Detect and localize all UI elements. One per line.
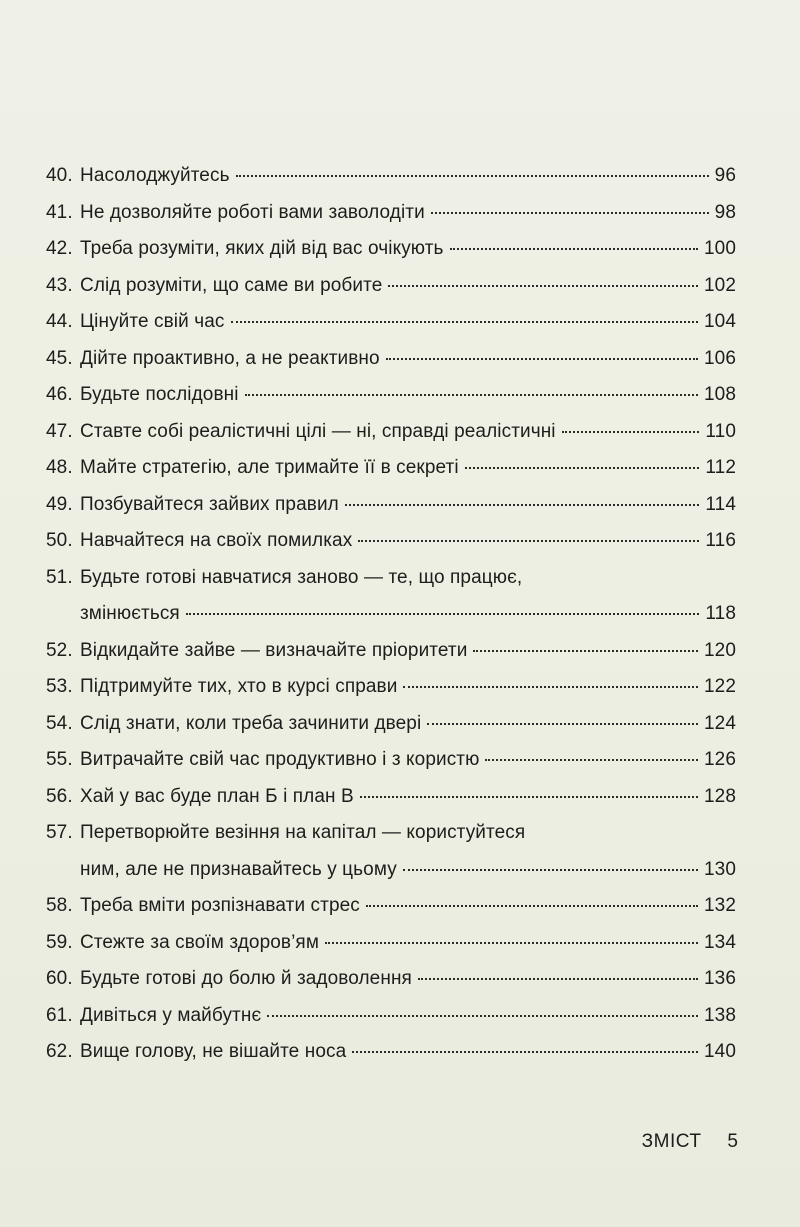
toc-entry-line (46, 815, 736, 852)
dot-leader (403, 686, 698, 688)
toc-entry-number: 47. (46, 420, 73, 442)
toc-entry-page: 114 (705, 493, 736, 515)
toc-entry (46, 1034, 736, 1071)
table-of-contents (46, 158, 736, 1071)
dot-leader (267, 1015, 698, 1017)
toc-entry-title: Відкидайте зайве — визначайте пріоритети (80, 639, 468, 661)
dot-leader (450, 248, 698, 250)
page-footer (642, 1131, 738, 1153)
toc-entry (46, 706, 736, 743)
dot-leader (388, 285, 698, 287)
toc-entry-title: Слід знати, коли треба зачинити двері (80, 712, 422, 734)
toc-entry-title: Будьте готові навчатися заново — те, що працює, (80, 566, 523, 588)
toc-entry-title-continued: ним, але не признавайтесь у цьому (80, 858, 397, 880)
toc-entry-page: 102 (703, 274, 736, 296)
toc-entry-page: 98 (714, 201, 736, 223)
dot-leader (366, 905, 698, 907)
toc-entry-line (46, 779, 736, 816)
dot-leader (465, 467, 700, 469)
toc-entry-line (46, 450, 736, 487)
toc-entry (46, 961, 736, 998)
toc-entry-line (46, 341, 736, 378)
toc-entry (46, 414, 736, 451)
dot-leader (236, 175, 709, 177)
dot-leader (473, 650, 698, 652)
toc-entry-line (46, 633, 736, 670)
toc-entry-title: Треба вміти розпізнавати стрес (80, 895, 360, 916)
toc-entry-page: 126 (703, 749, 736, 770)
toc-entry (46, 268, 736, 305)
toc-entry-number: 51. (46, 566, 73, 588)
toc-entry (46, 231, 736, 268)
toc-entry-page: 120 (703, 639, 736, 661)
toc-entry-title: Вище голову, не вішайте носа (80, 1041, 347, 1062)
toc-entry-title: Перетворюйте везіння на капітал — користуйтеся (80, 822, 526, 843)
toc-entry-line (46, 1034, 736, 1071)
toc-entry-title: Стежте за своїм здоров’ям (80, 931, 319, 953)
toc-entry-line (46, 669, 736, 706)
toc-entry (46, 925, 736, 962)
dot-leader (186, 613, 700, 615)
toc-entry-line (46, 888, 736, 925)
toc-entry (46, 377, 736, 414)
toc-entry-line (46, 195, 736, 232)
toc-entry-line (46, 596, 736, 633)
toc-entry-number: 52. (46, 639, 73, 661)
toc-entry (46, 195, 736, 232)
dot-leader (245, 394, 698, 396)
toc-entry (46, 815, 736, 888)
dot-leader (485, 759, 698, 761)
dot-leader (231, 321, 698, 323)
toc-entry-page: 110 (705, 420, 736, 442)
toc-entry-line (46, 158, 736, 195)
toc-entry-page: 140 (703, 1041, 736, 1062)
toc-entry-line (46, 377, 736, 414)
toc-entry-title: Навчайтеся на своїх помилках (80, 530, 353, 551)
toc-entry-number: 62. (46, 1041, 73, 1062)
page-number: 5 (727, 1131, 738, 1152)
toc-entry-page: 106 (703, 347, 736, 369)
toc-entry-number: 59. (46, 931, 73, 953)
toc-entry-line (46, 742, 736, 779)
toc-entry-number: 54. (46, 712, 73, 734)
toc-entry-line (46, 925, 736, 962)
toc-entry-number: 46. (46, 384, 73, 405)
toc-entry-title: Слід розуміти, що саме ви робите (80, 274, 383, 296)
toc-entry-title: Не дозволяйте роботі вами заволодіти (80, 201, 425, 223)
toc-entry-page: 138 (703, 1004, 736, 1026)
toc-entry-page: 96 (714, 165, 736, 186)
toc-entry-title: Дивіться у майбутнє (80, 1004, 262, 1026)
dot-leader (358, 540, 699, 542)
toc-entry-title: Майте стратегію, але тримайте її в секреті (80, 457, 459, 478)
toc-entry-number: 55. (46, 749, 73, 770)
toc-entry-number: 42. (46, 238, 73, 259)
toc-entry-page: 108 (703, 384, 736, 405)
toc-entry-line (46, 961, 736, 998)
toc-entry-page: 116 (705, 530, 736, 551)
dot-leader (562, 431, 700, 433)
toc-entry-line (46, 231, 736, 268)
toc-entry-page: 136 (703, 968, 736, 989)
toc-entry-number: 56. (46, 785, 73, 807)
toc-entry-number: 58. (46, 895, 73, 916)
toc-entry (46, 341, 736, 378)
toc-entry-title: Підтримуйте тих, хто в курсі справи (80, 676, 398, 697)
toc-entry-number: 61. (46, 1004, 73, 1026)
toc-entry-number: 48. (46, 457, 73, 478)
section-label: ЗМІСТ (641, 1131, 702, 1152)
toc-entry-page: 112 (705, 457, 736, 478)
toc-entry-title-continued: змінюється (80, 603, 180, 624)
toc-entry-page: 122 (703, 676, 736, 697)
toc-entry (46, 669, 736, 706)
toc-entry-line (46, 304, 736, 341)
toc-entry-title: Треба розуміти, яких дій від вас очікують (80, 238, 444, 259)
toc-entry-number: 49. (46, 493, 73, 515)
toc-entry-number: 57. (46, 822, 73, 843)
toc-entry-number: 53. (46, 676, 73, 697)
toc-entry-number: 40. (46, 165, 73, 186)
toc-entry-line (46, 852, 736, 889)
toc-entry (46, 633, 736, 670)
toc-entry (46, 158, 736, 195)
toc-entry-line (46, 706, 736, 743)
dot-leader (360, 796, 698, 798)
toc-entry-page: 124 (703, 712, 736, 734)
toc-entry-title: Ставте собі реалістичні цілі — ні, справді реалістичні (80, 420, 556, 442)
toc-entry-page: 100 (703, 238, 736, 259)
toc-entry (46, 779, 736, 816)
toc-entry-line (46, 487, 736, 524)
toc-entry-title: Позбувайтеся зайвих правил (80, 493, 339, 515)
toc-entry-line (46, 560, 736, 597)
toc-entry-number: 44. (46, 311, 73, 332)
toc-entry-number: 45. (46, 347, 73, 369)
dot-leader (427, 723, 698, 725)
toc-entry (46, 450, 736, 487)
toc-entry (46, 560, 736, 633)
toc-entry-number: 60. (46, 968, 73, 989)
toc-entry (46, 304, 736, 341)
toc-entry-title: Дійте проактивно, а не реактивно (80, 347, 380, 369)
toc-entry (46, 888, 736, 925)
toc-entry-number: 50. (46, 530, 73, 551)
toc-entry (46, 742, 736, 779)
toc-entry-line (46, 414, 736, 451)
dot-leader (352, 1051, 698, 1053)
toc-entry-page: 118 (705, 603, 736, 624)
dot-leader (386, 358, 698, 360)
dot-leader (325, 942, 698, 944)
toc-entry-line (46, 523, 736, 560)
toc-entry-page: 134 (703, 931, 736, 953)
toc-entry-title: Цінуйте свій час (80, 311, 225, 332)
toc-entry-number: 41. (46, 201, 73, 223)
dot-leader (431, 212, 709, 214)
toc-entry-page: 104 (703, 311, 736, 332)
toc-entry (46, 523, 736, 560)
toc-entry-page: 130 (703, 858, 736, 880)
toc-entry-page: 132 (703, 895, 736, 916)
toc-entry-line (46, 998, 736, 1035)
dot-leader (345, 504, 700, 506)
toc-entry (46, 998, 736, 1035)
toc-entry-title: Витрачайте свій час продуктивно і з користю (80, 749, 480, 770)
toc-entry-line (46, 268, 736, 305)
toc-entry-page: 128 (703, 785, 736, 807)
toc-entry-title: Насолоджуйтесь (80, 165, 230, 186)
dot-leader (403, 869, 698, 871)
toc-entry-title: Хай у вас буде план Б і план В (80, 785, 354, 807)
toc-entry-number: 43. (46, 274, 73, 296)
toc-entry-title: Будьте готові до болю й задоволення (80, 968, 412, 989)
toc-entry-title: Будьте послідовні (80, 384, 239, 405)
dot-leader (418, 978, 698, 980)
toc-entry (46, 487, 736, 524)
